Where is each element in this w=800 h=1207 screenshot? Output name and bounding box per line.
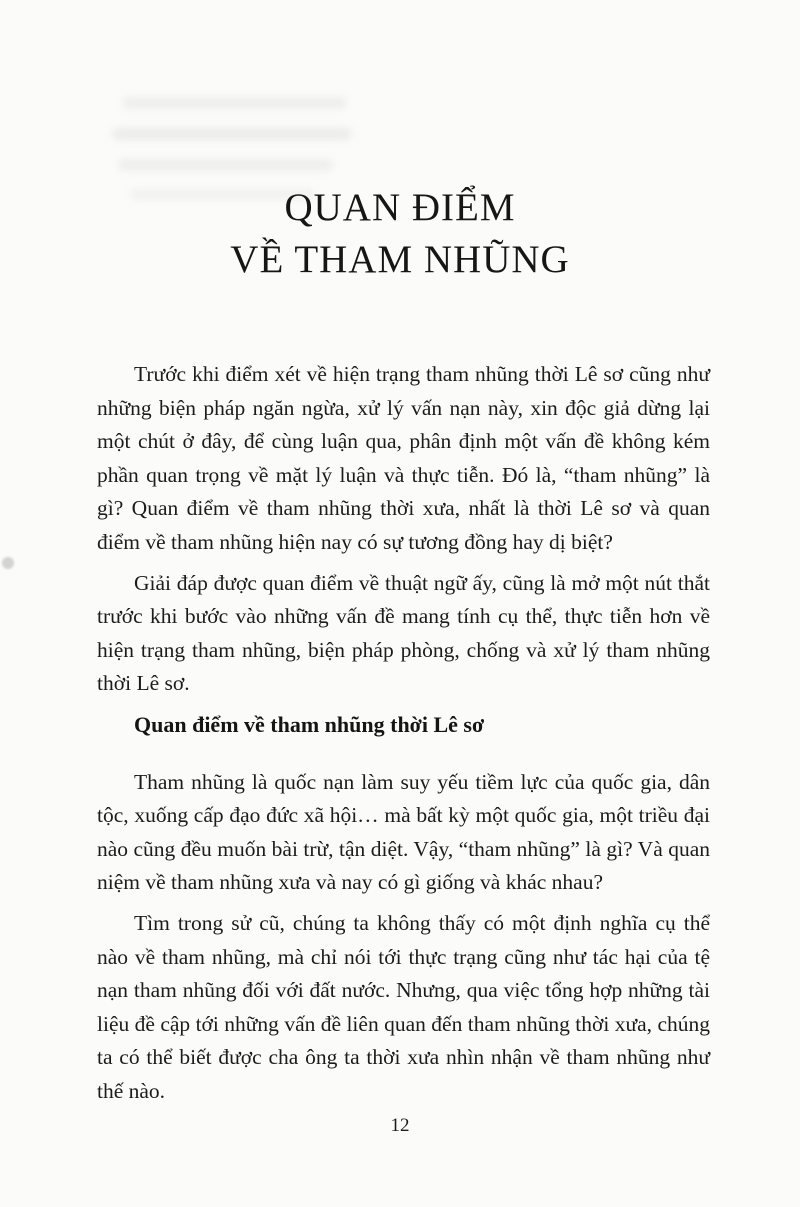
chapter-title-line-2: VỀ THAM NHŨNG <box>230 238 570 281</box>
section-paragraph-1: Tham nhũng là quốc nạn làm suy yếu tiềm lực của quốc gia, dân tộc, xuống cấp đạo đức xã hội… mà bất kỳ một quốc gia, một triều đại nào cũng đều muốn bài trừ, tận diệt. Vậy, “tham nhũng” là gì? Và quan niệm về tham nhũng xưa và nay có gì giống và khác nhau? <box>97 769 710 895</box>
page-number: 12 <box>390 1115 410 1136</box>
body-paragraph-2: Giải đáp được quan điểm về thuật ngữ ấy, cũng là mở một nút thắt trước khi bước vào những vấn đề mang tính cụ thể, thực tiễn hơn về hiện trạng tham nhũng, biện pháp phòng, chống và xử lý tham nhũng thời Lê sơ. <box>97 570 710 696</box>
scan-smudge-artifact <box>2 557 14 569</box>
scan-bleedthrough-artifact <box>118 159 333 171</box>
scan-bleedthrough-artifact <box>122 97 347 109</box>
body-paragraph-1: Trước khi điểm xét về hiện trạng tham nhũng thời Lê sơ cũng như những biện pháp ngăn ngừa, xử lý vấn nạn này, xin độc giả dừng lại một chút ở đây, để cùng luận qua, phân định một vấn đề không kém phần quan trọng về mặt lý luận và thực tiễn. Đó là, “tham nhũng” là gì? Quan điểm về tham nhũng thời xưa, nhất là thời Lê sơ và quan điểm về tham nhũng hiện nay có sự tương đồng hay dị biệt? <box>97 362 710 554</box>
page-body-text <box>97 358 710 1115</box>
scan-bleedthrough-artifact <box>112 128 352 140</box>
chapter-title-line-1: QUAN ĐIỂM <box>284 186 516 229</box>
chapter-title <box>0 182 800 286</box>
section-heading: Quan điểm về tham nhũng thời Lê sơ <box>134 711 485 737</box>
section-paragraph-2: Tìm trong sử cũ, chúng ta không thấy có một định nghĩa cụ thể nào về tham nhũng, mà chỉ nói tới thực trạng cũng như tác hại của tệ nạn tham nhũng đối với đất nước. Nhưng, qua việc tổng hợp những tài liệu đề cập tới những vấn đề liên quan đến tham nhũng thời xưa, chúng ta có thể biết được cha ông ta thời xưa nhìn nhận về tham nhũng như thế nào. <box>97 910 710 1103</box>
